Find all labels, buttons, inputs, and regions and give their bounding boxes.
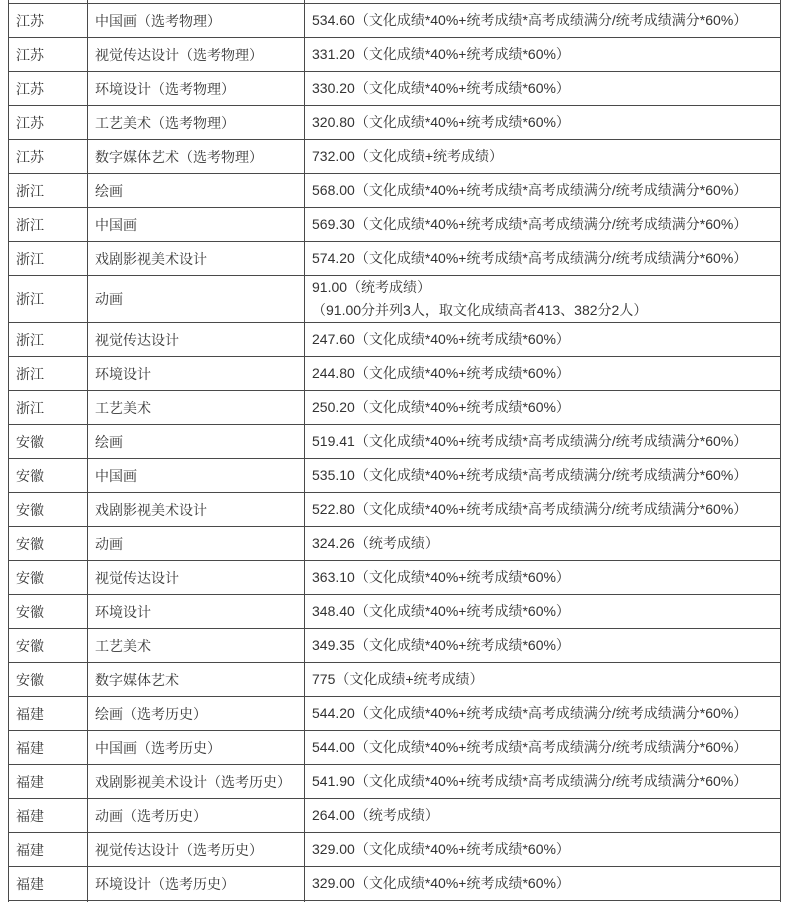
table-row [9,629,781,663]
table-row [9,527,781,561]
major-cell: 中国画 [88,459,305,493]
table-row [9,425,781,459]
major-cell: 视觉传达设计（选考历史） [88,833,305,867]
major-cell: 动画 [88,527,305,561]
province-cell: 安徽 [9,595,88,629]
score-line: 264.00（统考成绩） [312,807,439,823]
major-cell: 视觉传达设计 [88,561,305,595]
score-line: 250.20（文化成绩*40%+统考成绩*60%） [312,399,570,415]
province-cell: 浙江 [9,242,88,276]
major-cell: 环境设计 [88,357,305,391]
score-cell [305,799,781,833]
major-cell: 数字媒体艺术 [88,663,305,697]
table-row [9,799,781,833]
score-line: 544.00（文化成绩*40%+统考成绩*高考成绩满分/统考成绩满分*60%） [312,739,748,755]
score-line: 574.20（文化成绩*40%+统考成绩*高考成绩满分/统考成绩满分*60%） [312,250,748,266]
province-cell: 浙江 [9,357,88,391]
province-cell: 安徽 [9,459,88,493]
major-cell: 中国画 [88,208,305,242]
score-line: 329.00（文化成绩*40%+统考成绩*60%） [312,841,570,857]
major-cell: 环境设计（选考物理） [88,72,305,106]
major-cell: 工艺美术（选考物理） [88,106,305,140]
major-cell: 戏剧影视美术设计 [88,493,305,527]
score-cell [305,833,781,867]
score-line: 320.80（文化成绩*40%+统考成绩*60%） [312,114,570,130]
major-cell: 环境设计（选考历史） [88,867,305,901]
province-cell: 安徽 [9,663,88,697]
score-line: 732.00（文化成绩+统考成绩） [312,148,503,164]
score-line: 569.30（文化成绩*40%+统考成绩*高考成绩满分/统考成绩满分*60%） [312,216,748,232]
province-cell: 福建 [9,799,88,833]
major-cell: 戏剧影视美术设计（选考历史） [88,765,305,799]
score-cell [305,425,781,459]
province-cell: 江苏 [9,72,88,106]
table-row [9,697,781,731]
score-line: 324.26（统考成绩） [312,535,439,551]
score-line: 329.00（文化成绩*40%+统考成绩*60%） [312,875,570,891]
score-cell [305,867,781,901]
score-line: 247.60（文化成绩*40%+统考成绩*60%） [312,331,570,347]
score-line: 330.20（文化成绩*40%+统考成绩*60%） [312,80,570,96]
score-cell [305,595,781,629]
province-cell: 浙江 [9,391,88,425]
province-cell: 福建 [9,833,88,867]
province-cell: 福建 [9,697,88,731]
table-row [9,72,781,106]
table-row [9,595,781,629]
province-cell: 江苏 [9,4,88,38]
table-row [9,493,781,527]
score-cell [305,276,781,323]
major-cell: 中国画（选考物理） [88,4,305,38]
score-cell [305,323,781,357]
province-cell: 安徽 [9,493,88,527]
province-cell: 江苏 [9,106,88,140]
table-row [9,459,781,493]
score-line: 331.20（文化成绩*40%+统考成绩*60%） [312,46,570,62]
score-cell [305,663,781,697]
score-line: 348.40（文化成绩*40%+统考成绩*60%） [312,603,570,619]
major-cell: 戏剧影视美术设计 [88,242,305,276]
score-line: 349.35（文化成绩*40%+统考成绩*60%） [312,637,570,653]
score-line: 244.80（文化成绩*40%+统考成绩*60%） [312,365,570,381]
score-cell [305,527,781,561]
score-line: 91.00（统考成绩） [312,279,432,295]
province-cell: 江苏 [9,140,88,174]
score-line: 568.00（文化成绩*40%+统考成绩*高考成绩满分/统考成绩满分*60%） [312,182,748,198]
score-cell [305,561,781,595]
table-row [9,323,781,357]
score-cell [305,106,781,140]
score-line: （91.00分并列3人，取文化成绩高者413、382分2人） [312,302,648,318]
province-cell: 福建 [9,765,88,799]
major-cell: 绘画 [88,174,305,208]
score-line: 775（文化成绩+统考成绩） [312,671,484,687]
score-cell [305,765,781,799]
score-line: 541.90（文化成绩*40%+统考成绩*高考成绩满分/统考成绩满分*60%） [312,773,748,789]
table-row [9,561,781,595]
score-line: 544.20（文化成绩*40%+统考成绩*高考成绩满分/统考成绩满分*60%） [312,705,748,721]
province-cell: 浙江 [9,208,88,242]
table-row [9,4,781,38]
province-cell: 福建 [9,867,88,901]
province-cell: 安徽 [9,561,88,595]
score-cell [305,38,781,72]
table-row [9,242,781,276]
score-cell [305,357,781,391]
province-cell: 安徽 [9,629,88,663]
score-cell [305,208,781,242]
score-cell [305,72,781,106]
table-row [9,833,781,867]
score-line: 519.41（文化成绩*40%+统考成绩*高考成绩满分/统考成绩满分*60%） [312,433,748,449]
score-cell [305,459,781,493]
score-cell [305,140,781,174]
score-line: 522.80（文化成绩*40%+统考成绩*高考成绩满分/统考成绩满分*60%） [312,501,748,517]
table-row [9,38,781,72]
major-cell: 环境设计 [88,595,305,629]
score-cell [305,174,781,208]
score-cell [305,731,781,765]
table-row [9,174,781,208]
province-cell: 浙江 [9,276,88,323]
score-cell [305,242,781,276]
major-cell: 绘画 [88,425,305,459]
score-cell [305,629,781,663]
major-cell: 动画 [88,276,305,323]
table-row [9,276,781,323]
major-cell: 视觉传达设计（选考物理） [88,38,305,72]
score-line: 535.10（文化成绩*40%+统考成绩*高考成绩满分/统考成绩满分*60%） [312,467,748,483]
major-cell: 数字媒体艺术（选考物理） [88,140,305,174]
province-cell: 安徽 [9,527,88,561]
major-cell: 工艺美术 [88,629,305,663]
table-row [9,765,781,799]
province-cell: 福建 [9,731,88,765]
major-cell: 中国画（选考历史） [88,731,305,765]
table-row [9,106,781,140]
major-cell: 工艺美术 [88,391,305,425]
major-cell: 动画（选考历史） [88,799,305,833]
major-cell: 视觉传达设计 [88,323,305,357]
province-cell: 安徽 [9,425,88,459]
score-cell [305,493,781,527]
major-cell: 绘画（选考历史） [88,697,305,731]
score-cell [305,391,781,425]
score-line: 363.10（文化成绩*40%+统考成绩*60%） [312,569,570,585]
province-cell: 江苏 [9,38,88,72]
score-cell [305,4,781,38]
province-cell: 浙江 [9,174,88,208]
table-row [9,867,781,901]
table-row [9,208,781,242]
table-row [9,731,781,765]
admission-score-table [8,0,781,902]
table-row [9,391,781,425]
table-row [9,663,781,697]
score-line: 534.60（文化成绩*40%+统考成绩*高考成绩满分/统考成绩满分*60%） [312,12,748,28]
province-cell: 浙江 [9,323,88,357]
table-row [9,140,781,174]
score-cell [305,697,781,731]
table-row [9,357,781,391]
